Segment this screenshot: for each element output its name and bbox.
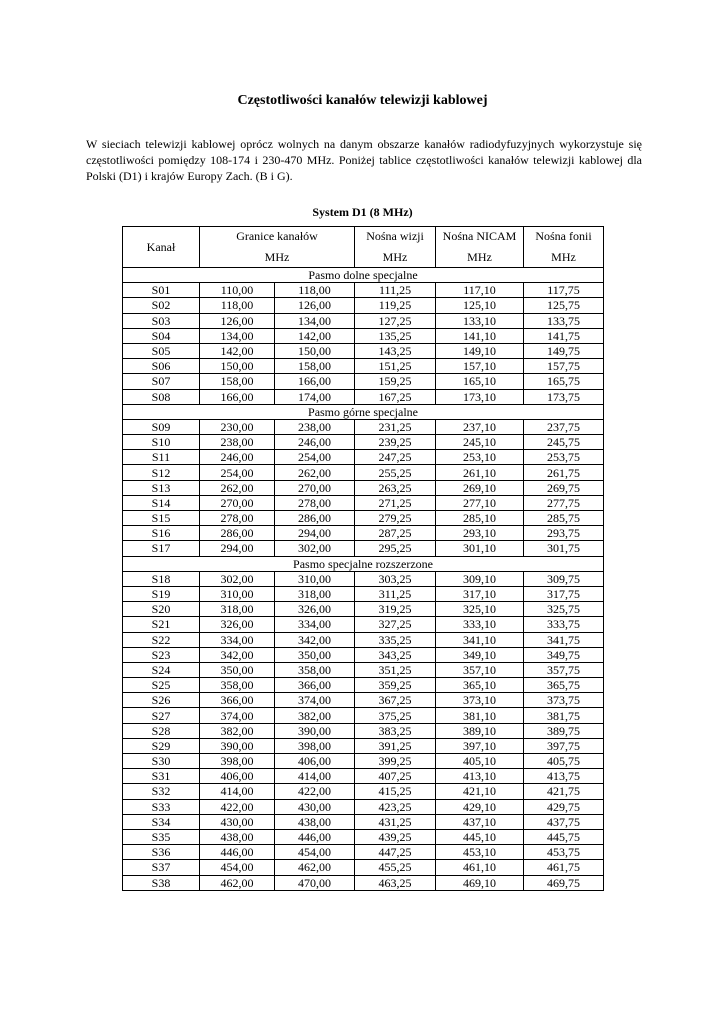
vision-carrier-cell: 431,25: [355, 814, 436, 829]
upper-limit-cell: 374,00: [275, 693, 355, 708]
upper-limit-cell: 414,00: [275, 769, 355, 784]
table-row: [123, 495, 604, 510]
upper-limit-cell: 342,00: [275, 632, 355, 647]
lower-limit-cell: 238,00: [200, 435, 275, 450]
lower-limit-cell: 382,00: [200, 723, 275, 738]
table-row: [123, 814, 604, 829]
vision-carrier-cell: 327,25: [355, 617, 436, 632]
nicam-carrier-cell: 325,10: [436, 602, 524, 617]
upper-limit-cell: 462,00: [275, 860, 355, 875]
vision-carrier-cell: 271,25: [355, 495, 436, 510]
vision-carrier-cell: 247,25: [355, 450, 436, 465]
table-row: [123, 343, 604, 358]
vision-carrier-cell: 463,25: [355, 875, 436, 890]
lower-limit-cell: 438,00: [200, 829, 275, 844]
lower-limit-cell: 446,00: [200, 845, 275, 860]
channel-cell: S34: [123, 814, 200, 829]
channel-cell: S14: [123, 495, 200, 510]
nicam-carrier-cell: 461,10: [436, 860, 524, 875]
upper-limit-cell: 126,00: [275, 298, 355, 313]
sound-carrier-cell: 349,75: [524, 647, 604, 662]
vision-carrier-cell: 151,25: [355, 359, 436, 374]
channel-cell: S29: [123, 738, 200, 753]
upper-limit-cell: 422,00: [275, 784, 355, 799]
upper-limit-cell: 270,00: [275, 480, 355, 495]
sound-carrier-cell: 389,75: [524, 723, 604, 738]
vision-carrier-cell: 311,25: [355, 586, 436, 601]
vision-carrier-cell: 319,25: [355, 602, 436, 617]
vision-carrier-cell: 455,25: [355, 860, 436, 875]
channel-cell: S19: [123, 586, 200, 601]
nicam-carrier-cell: 445,10: [436, 829, 524, 844]
nicam-carrier-cell: 157,10: [436, 359, 524, 374]
nicam-carrier-cell: 469,10: [436, 875, 524, 890]
vision-carrier-cell: 263,25: [355, 480, 436, 495]
upper-limit-cell: 310,00: [275, 571, 355, 586]
section-row: [123, 404, 604, 419]
nicam-carrier-cell: 173,10: [436, 389, 524, 404]
channel-cell: S36: [123, 845, 200, 860]
upper-limit-cell: 382,00: [275, 708, 355, 723]
channel-cell: S04: [123, 328, 200, 343]
sound-carrier-cell: 405,75: [524, 754, 604, 769]
table-row: [123, 632, 604, 647]
channel-cell: S23: [123, 647, 200, 662]
vision-carrier-cell: 383,25: [355, 723, 436, 738]
vision-carrier-cell: 439,25: [355, 829, 436, 844]
table-row: [123, 359, 604, 374]
table-row: [123, 617, 604, 632]
nicam-carrier-cell: 357,10: [436, 662, 524, 677]
lower-limit-cell: 286,00: [200, 526, 275, 541]
sound-carrier-cell: 357,75: [524, 662, 604, 677]
table-row: [123, 571, 604, 586]
sound-carrier-cell: 141,75: [524, 328, 604, 343]
upper-limit-cell: 254,00: [275, 450, 355, 465]
channel-cell: S18: [123, 571, 200, 586]
table-caption: System D1 (8 MHz): [312, 205, 413, 219]
lower-limit-cell: 422,00: [200, 799, 275, 814]
upper-limit-cell: 446,00: [275, 829, 355, 844]
nicam-carrier-cell: 149,10: [436, 343, 524, 358]
upper-limit-cell: 326,00: [275, 602, 355, 617]
nicam-carrier-cell: 261,10: [436, 465, 524, 480]
vision-carrier-cell: 279,25: [355, 511, 436, 526]
nicam-carrier-cell: 125,10: [436, 298, 524, 313]
upper-limit-cell: 174,00: [275, 389, 355, 404]
table-row: [123, 328, 604, 343]
channel-cell: S38: [123, 875, 200, 890]
vision-carrier-cell: 231,25: [355, 419, 436, 434]
upper-limit-cell: 406,00: [275, 754, 355, 769]
sound-carrier-cell: 269,75: [524, 480, 604, 495]
table-row: [123, 541, 604, 556]
table-row: [123, 389, 604, 404]
channel-cell: S30: [123, 754, 200, 769]
upper-limit-cell: 158,00: [275, 359, 355, 374]
sound-carrier-cell: 173,75: [524, 389, 604, 404]
lower-limit-cell: 158,00: [200, 374, 275, 389]
upper-limit-cell: 246,00: [275, 435, 355, 450]
channel-cell: S25: [123, 678, 200, 693]
table-row: [123, 419, 604, 434]
nicam-carrier-cell: 389,10: [436, 723, 524, 738]
table-body: [123, 227, 604, 891]
channel-cell: S16: [123, 526, 200, 541]
sound-carrier-cell: 397,75: [524, 738, 604, 753]
table-row: [123, 526, 604, 541]
vision-carrier-cell: 303,25: [355, 571, 436, 586]
unit-nosna-fonii: MHz: [524, 245, 604, 268]
table-row: [123, 678, 604, 693]
nicam-carrier-cell: 117,10: [436, 283, 524, 298]
channel-cell: S15: [123, 511, 200, 526]
table-row: [123, 450, 604, 465]
table-row: [123, 283, 604, 298]
upper-limit-cell: 350,00: [275, 647, 355, 662]
upper-limit-cell: 334,00: [275, 617, 355, 632]
header-row: [123, 227, 604, 246]
vision-carrier-cell: 447,25: [355, 845, 436, 860]
lower-limit-cell: 126,00: [200, 313, 275, 328]
unit-nosna-nicam: MHz: [436, 245, 524, 268]
lower-limit-cell: 246,00: [200, 450, 275, 465]
lower-limit-cell: 310,00: [200, 586, 275, 601]
upper-limit-cell: 118,00: [275, 283, 355, 298]
table-row: [123, 511, 604, 526]
channel-cell: S31: [123, 769, 200, 784]
nicam-carrier-cell: 253,10: [436, 450, 524, 465]
lower-limit-cell: 334,00: [200, 632, 275, 647]
vision-carrier-cell: 295,25: [355, 541, 436, 556]
nicam-carrier-cell: 237,10: [436, 419, 524, 434]
vision-carrier-cell: 143,25: [355, 343, 436, 358]
sound-carrier-cell: 317,75: [524, 586, 604, 601]
section-title: Pasmo specjalne rozszerzone: [123, 556, 604, 571]
vision-carrier-cell: 343,25: [355, 647, 436, 662]
sound-carrier-cell: 421,75: [524, 784, 604, 799]
vision-carrier-cell: 407,25: [355, 769, 436, 784]
vision-carrier-cell: 351,25: [355, 662, 436, 677]
nicam-carrier-cell: 365,10: [436, 678, 524, 693]
nicam-carrier-cell: 453,10: [436, 845, 524, 860]
nicam-carrier-cell: 317,10: [436, 586, 524, 601]
channel-cell: S21: [123, 617, 200, 632]
upper-limit-cell: 318,00: [275, 586, 355, 601]
table-row: [123, 313, 604, 328]
channel-cell: S13: [123, 480, 200, 495]
channel-cell: S10: [123, 435, 200, 450]
vision-carrier-cell: 167,25: [355, 389, 436, 404]
nicam-carrier-cell: 293,10: [436, 526, 524, 541]
lower-limit-cell: 118,00: [200, 298, 275, 313]
vision-carrier-cell: 391,25: [355, 738, 436, 753]
vision-carrier-cell: 287,25: [355, 526, 436, 541]
upper-limit-cell: 470,00: [275, 875, 355, 890]
nicam-carrier-cell: 141,10: [436, 328, 524, 343]
header-nosna-fonii: Nośna fonii: [524, 227, 604, 246]
sound-carrier-cell: 253,75: [524, 450, 604, 465]
vision-carrier-cell: 159,25: [355, 374, 436, 389]
sound-carrier-cell: 413,75: [524, 769, 604, 784]
table-row: [123, 784, 604, 799]
sound-carrier-cell: 453,75: [524, 845, 604, 860]
lower-limit-cell: 414,00: [200, 784, 275, 799]
channel-frequency-table: [122, 226, 604, 891]
channel-cell: S37: [123, 860, 200, 875]
nicam-carrier-cell: 333,10: [436, 617, 524, 632]
upper-limit-cell: 238,00: [275, 419, 355, 434]
lower-limit-cell: 230,00: [200, 419, 275, 434]
table-row: [123, 374, 604, 389]
upper-limit-cell: 438,00: [275, 814, 355, 829]
sound-carrier-cell: 285,75: [524, 511, 604, 526]
vision-carrier-cell: 335,25: [355, 632, 436, 647]
channel-cell: S24: [123, 662, 200, 677]
unit-granice: MHz: [200, 245, 355, 268]
lower-limit-cell: 142,00: [200, 343, 275, 358]
lower-limit-cell: 462,00: [200, 875, 275, 890]
sound-carrier-cell: 301,75: [524, 541, 604, 556]
table-row: [123, 693, 604, 708]
channel-cell: S05: [123, 343, 200, 358]
lower-limit-cell: 134,00: [200, 328, 275, 343]
lower-limit-cell: 454,00: [200, 860, 275, 875]
table-row: [123, 829, 604, 844]
channel-cell: S28: [123, 723, 200, 738]
lower-limit-cell: 406,00: [200, 769, 275, 784]
nicam-carrier-cell: 421,10: [436, 784, 524, 799]
sound-carrier-cell: 309,75: [524, 571, 604, 586]
channel-cell: S11: [123, 450, 200, 465]
sound-carrier-cell: 125,75: [524, 298, 604, 313]
upper-limit-cell: 166,00: [275, 374, 355, 389]
channel-cell: S08: [123, 389, 200, 404]
channel-cell: S35: [123, 829, 200, 844]
table-row: [123, 769, 604, 784]
channel-cell: S33: [123, 799, 200, 814]
nicam-carrier-cell: 349,10: [436, 647, 524, 662]
nicam-carrier-cell: 373,10: [436, 693, 524, 708]
sound-carrier-cell: 133,75: [524, 313, 604, 328]
table-row: [123, 738, 604, 753]
upper-limit-cell: 278,00: [275, 495, 355, 510]
lower-limit-cell: 318,00: [200, 602, 275, 617]
channel-cell: S02: [123, 298, 200, 313]
upper-limit-cell: 134,00: [275, 313, 355, 328]
lower-limit-cell: 302,00: [200, 571, 275, 586]
table-row: [123, 799, 604, 814]
section-row: [123, 556, 604, 571]
lower-limit-cell: 278,00: [200, 511, 275, 526]
sound-carrier-cell: 429,75: [524, 799, 604, 814]
upper-limit-cell: 366,00: [275, 678, 355, 693]
lower-limit-cell: 342,00: [200, 647, 275, 662]
channel-cell: S12: [123, 465, 200, 480]
nicam-carrier-cell: 381,10: [436, 708, 524, 723]
section-title: Pasmo górne specjalne: [123, 404, 604, 419]
table-row: [123, 723, 604, 738]
table-row: [123, 298, 604, 313]
sound-carrier-cell: 325,75: [524, 602, 604, 617]
sound-carrier-cell: 445,75: [524, 829, 604, 844]
nicam-carrier-cell: 437,10: [436, 814, 524, 829]
intro-paragraph: W sieciach telewizji kablowej oprócz wolnych na danym obszarze kanałów radiodyfuzyjnych wykorzystuje się częstotliwości pomiędzy 108-174 i 230-470 MHz. Poniżej tablice częstotliwości kanałów telewizji kablowej dla Polski (D1) i krajów Europy Zach. (B i G).: [86, 137, 642, 183]
upper-limit-cell: 430,00: [275, 799, 355, 814]
lower-limit-cell: 110,00: [200, 283, 275, 298]
header-kanal: Kanał: [123, 227, 200, 268]
sound-carrier-cell: 157,75: [524, 359, 604, 374]
vision-carrier-cell: 367,25: [355, 693, 436, 708]
section-title: Pasmo dolne specjalne: [123, 268, 604, 283]
unit-nosna-wizji: MHz: [355, 245, 436, 268]
page-title: Częstotliwości kanałów telewizji kablowej: [237, 93, 488, 108]
upper-limit-cell: 454,00: [275, 845, 355, 860]
lower-limit-cell: 262,00: [200, 480, 275, 495]
upper-limit-cell: 294,00: [275, 526, 355, 541]
channel-cell: S27: [123, 708, 200, 723]
lower-limit-cell: 390,00: [200, 738, 275, 753]
table-row: [123, 860, 604, 875]
sound-carrier-cell: 461,75: [524, 860, 604, 875]
sound-carrier-cell: 341,75: [524, 632, 604, 647]
nicam-carrier-cell: 301,10: [436, 541, 524, 556]
upper-limit-cell: 302,00: [275, 541, 355, 556]
table-row: [123, 465, 604, 480]
lower-limit-cell: 398,00: [200, 754, 275, 769]
upper-limit-cell: 262,00: [275, 465, 355, 480]
nicam-carrier-cell: 285,10: [436, 511, 524, 526]
nicam-carrier-cell: 397,10: [436, 738, 524, 753]
table-row: [123, 647, 604, 662]
table-row: [123, 708, 604, 723]
nicam-carrier-cell: 341,10: [436, 632, 524, 647]
nicam-carrier-cell: 277,10: [436, 495, 524, 510]
vision-carrier-cell: 415,25: [355, 784, 436, 799]
channel-cell: S32: [123, 784, 200, 799]
sound-carrier-cell: 117,75: [524, 283, 604, 298]
table-row: [123, 754, 604, 769]
upper-limit-cell: 398,00: [275, 738, 355, 753]
sound-carrier-cell: 333,75: [524, 617, 604, 632]
lower-limit-cell: 166,00: [200, 389, 275, 404]
sound-carrier-cell: 149,75: [524, 343, 604, 358]
vision-carrier-cell: 127,25: [355, 313, 436, 328]
vision-carrier-cell: 135,25: [355, 328, 436, 343]
lower-limit-cell: 150,00: [200, 359, 275, 374]
nicam-carrier-cell: 133,10: [436, 313, 524, 328]
table-row: [123, 435, 604, 450]
upper-limit-cell: 150,00: [275, 343, 355, 358]
channel-cell: S20: [123, 602, 200, 617]
sound-carrier-cell: 373,75: [524, 693, 604, 708]
table-row: [123, 602, 604, 617]
nicam-carrier-cell: 413,10: [436, 769, 524, 784]
channel-cell: S06: [123, 359, 200, 374]
lower-limit-cell: 350,00: [200, 662, 275, 677]
table-row: [123, 480, 604, 495]
channel-cell: S07: [123, 374, 200, 389]
vision-carrier-cell: 255,25: [355, 465, 436, 480]
channel-cell: S03: [123, 313, 200, 328]
vision-carrier-cell: 239,25: [355, 435, 436, 450]
sound-carrier-cell: 237,75: [524, 419, 604, 434]
nicam-carrier-cell: 245,10: [436, 435, 524, 450]
lower-limit-cell: 358,00: [200, 678, 275, 693]
nicam-carrier-cell: 429,10: [436, 799, 524, 814]
sound-carrier-cell: 165,75: [524, 374, 604, 389]
channel-cell: S26: [123, 693, 200, 708]
sound-carrier-cell: 245,75: [524, 435, 604, 450]
header-nosna-wizji: Nośna wizji: [355, 227, 436, 246]
lower-limit-cell: 366,00: [200, 693, 275, 708]
lower-limit-cell: 270,00: [200, 495, 275, 510]
table-row: [123, 662, 604, 677]
channel-cell: S17: [123, 541, 200, 556]
header-granice: Granice kanałów: [200, 227, 355, 246]
lower-limit-cell: 254,00: [200, 465, 275, 480]
vision-carrier-cell: 111,25: [355, 283, 436, 298]
header-nosna-nicam: Nośna NICAM: [436, 227, 524, 246]
table-row: [123, 586, 604, 601]
channel-cell: S09: [123, 419, 200, 434]
nicam-carrier-cell: 309,10: [436, 571, 524, 586]
upper-limit-cell: 286,00: [275, 511, 355, 526]
upper-limit-cell: 142,00: [275, 328, 355, 343]
sound-carrier-cell: 261,75: [524, 465, 604, 480]
upper-limit-cell: 358,00: [275, 662, 355, 677]
lower-limit-cell: 326,00: [200, 617, 275, 632]
nicam-carrier-cell: 269,10: [436, 480, 524, 495]
table-row: [123, 845, 604, 860]
sound-carrier-cell: 381,75: [524, 708, 604, 723]
vision-carrier-cell: 359,25: [355, 678, 436, 693]
section-row: [123, 268, 604, 283]
channel-cell: S22: [123, 632, 200, 647]
vision-carrier-cell: 375,25: [355, 708, 436, 723]
sound-carrier-cell: 469,75: [524, 875, 604, 890]
vision-carrier-cell: 423,25: [355, 799, 436, 814]
sound-carrier-cell: 293,75: [524, 526, 604, 541]
table-row: [123, 875, 604, 890]
sound-carrier-cell: 437,75: [524, 814, 604, 829]
nicam-carrier-cell: 405,10: [436, 754, 524, 769]
sound-carrier-cell: 277,75: [524, 495, 604, 510]
lower-limit-cell: 430,00: [200, 814, 275, 829]
channel-cell: S01: [123, 283, 200, 298]
lower-limit-cell: 294,00: [200, 541, 275, 556]
lower-limit-cell: 374,00: [200, 708, 275, 723]
vision-carrier-cell: 119,25: [355, 298, 436, 313]
sound-carrier-cell: 365,75: [524, 678, 604, 693]
vision-carrier-cell: 399,25: [355, 754, 436, 769]
nicam-carrier-cell: 165,10: [436, 374, 524, 389]
upper-limit-cell: 390,00: [275, 723, 355, 738]
